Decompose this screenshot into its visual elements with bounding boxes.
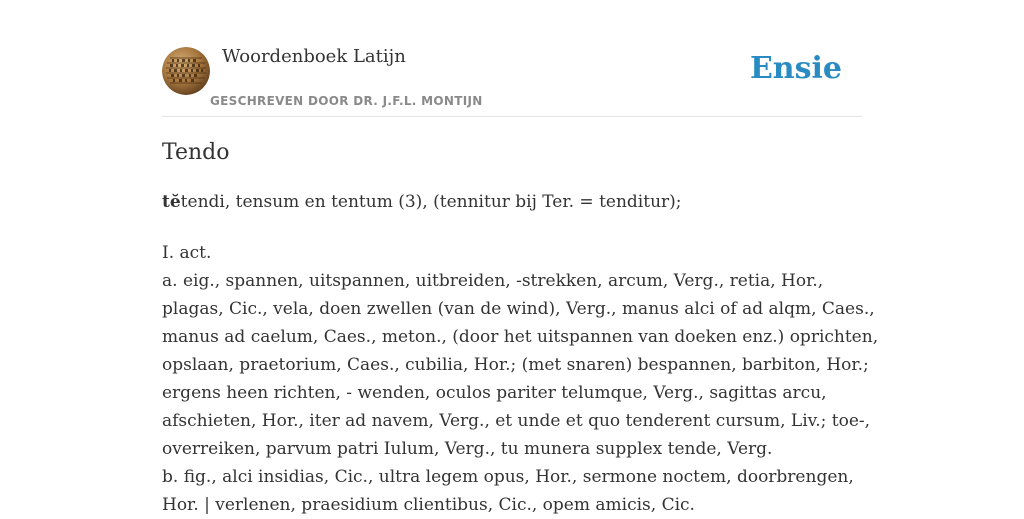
header [162, 0, 862, 117]
definition-line: manus ad caelum, Caes., meton., (door het uitspannen van doeken enz.) oprichten, [162, 327, 879, 347]
definition-line: I. act. [162, 243, 212, 263]
definition-line: afschieten, Hor., iter ad navem, Verg., et unde et quo tenderent cursum, Liv.; toe-, [162, 411, 871, 431]
definition-line: opslaan, praetorium, Caes., cubilia, Hor.; (met snaren) bespannen, barbiton, Hor.; [162, 355, 869, 375]
entry-forms [162, 192, 682, 212]
entry-forms-text: tendi, tensum en tentum (3), (tennitur bij Ter. = tenditur); [180, 192, 682, 212]
entry-title: Tendo [162, 140, 230, 165]
definition-line: overreiken, parvum patri Iulum, Verg., tu munera supplex tende, Verg. [162, 439, 773, 459]
definition-line: b. fig., alci insidias, Cic., ultra legem opus, Hor., sermone noctem, doorbrengen, [162, 467, 854, 487]
medallion-image [162, 47, 210, 95]
entry-stem: tĕ [162, 192, 181, 212]
definition-line: ergens heen richten, - wenden, oculos pariter telumque, Verg., sagittas arcu, [162, 383, 827, 403]
definition-line: Hor. | verlenen, praesidium clientibus, Cic., opem amicis, Cic. [162, 495, 695, 515]
book-title[interactable]: Woordenboek Latijn [222, 46, 406, 67]
definition-line: plagas, Cic., vela, doen zwellen (van de wind), Verg., manus alci of ad alqm, Caes., [162, 299, 875, 319]
brand-logo-link[interactable]: Ensie [749, 51, 842, 86]
author-byline: GESCHREVEN DOOR DR. J.F.L. MONTIJN [210, 94, 483, 108]
page [162, 0, 879, 515]
entry-definition [162, 239, 879, 519]
definition-line: a. eig., spannen, uitspannen, uitbreiden, -strekken, arcum, Verg., retia, Hor., [162, 271, 824, 291]
latin-inscription-medallion-icon[interactable] [162, 47, 210, 95]
